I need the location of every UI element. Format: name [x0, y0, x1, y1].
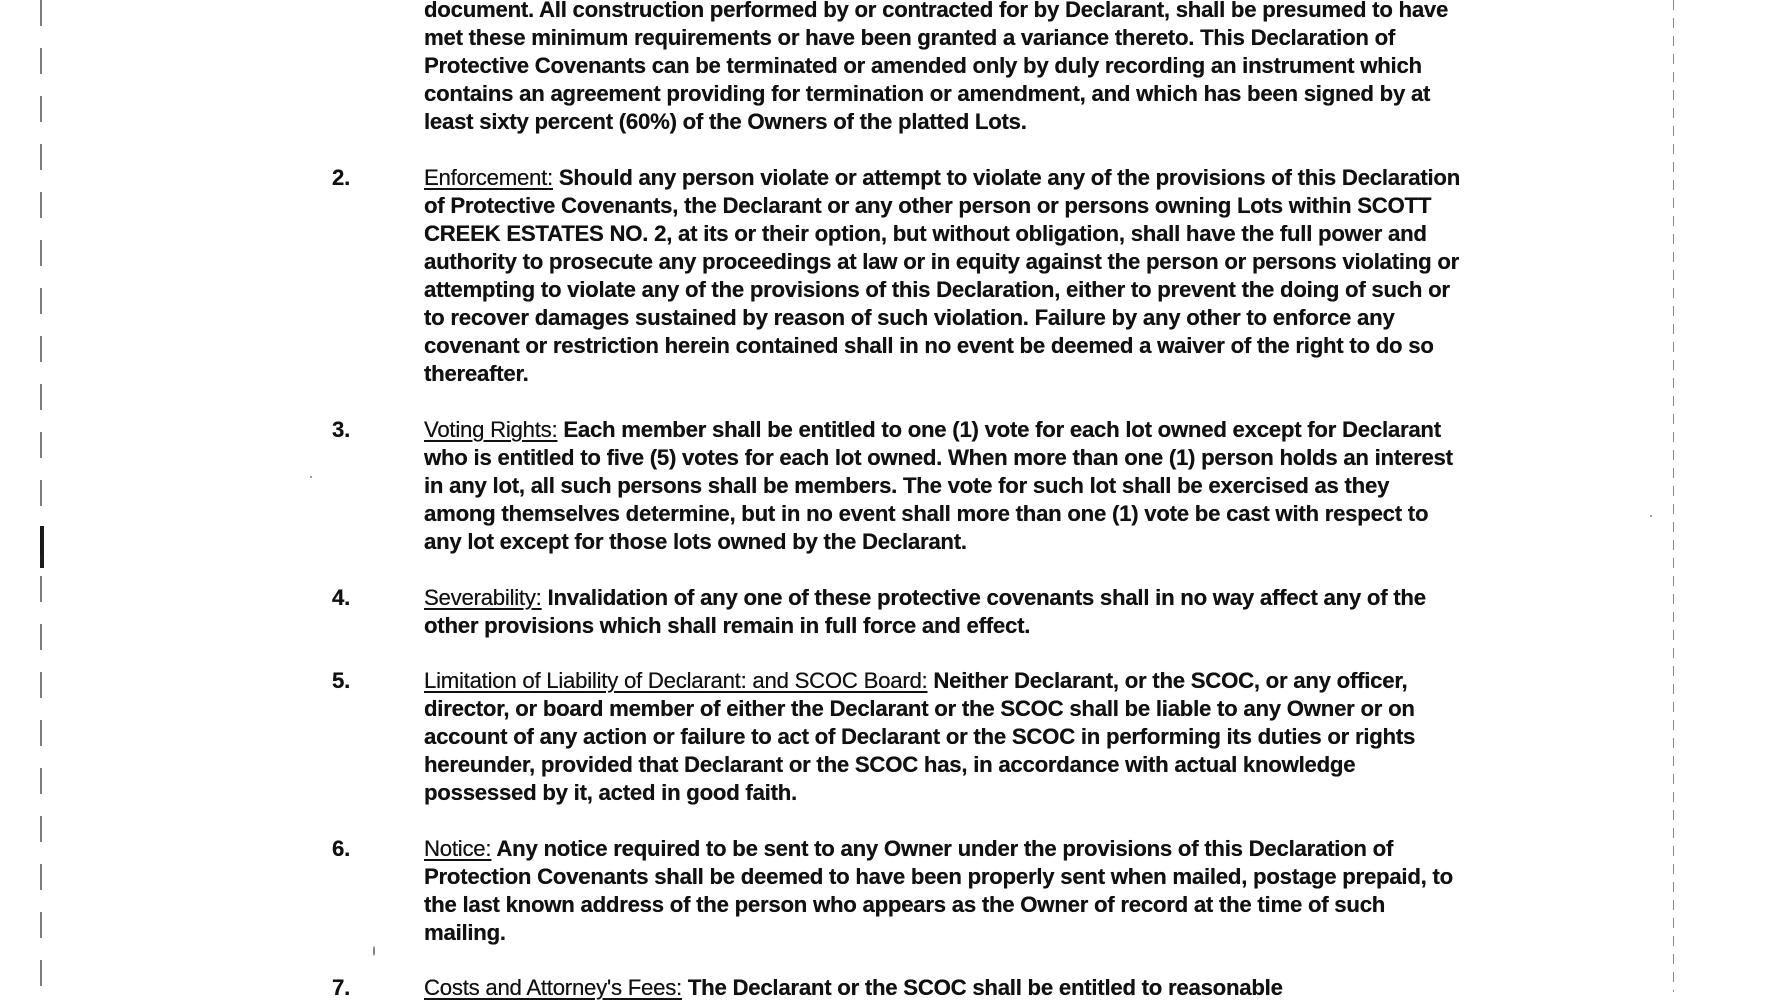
scan-speck	[1650, 515, 1652, 517]
left-scan-mark	[40, 526, 44, 568]
section-body	[424, 974, 1462, 1002]
section-voting-rights	[332, 416, 1462, 556]
scan-speck	[310, 476, 312, 478]
section-text: Neither Declarant, or the SCOC, or any officer, director, or board member of either the Declarant or the SCOC shall be liable to any Owner or on account of any action or failure to act of Declarant or the SCOC in performing its duties or rights hereunder, provided that Declarant or the SCOC has, in accordance with actual knowledge possessed by it, acted in good faith.	[424, 668, 1416, 805]
section-text: Each member shall be entitled to one (1) vote for each lot owned except for Declarant who is entitled to five (5) votes for each lot owned. When more than one (1) person holds an interest in any lot, all such persons shall be members. The vote for such lot shall be exercised as they among themselves determine, but in no event shall more than one (1) vote be cast with respect to any lot except for those lots owned by the Declarant.	[424, 417, 1453, 554]
section-heading: Severability:	[424, 585, 542, 610]
section-text: Invalidation of any one of these protective covenants shall in no way affect any of the other provisions which shall remain in full force and effect.	[424, 585, 1426, 638]
section-body	[424, 416, 1462, 556]
section-number: 7.	[332, 975, 351, 1000]
section-heading: Notice:	[424, 836, 492, 861]
left-scan-edge	[40, 0, 42, 992]
section-heading: Enforcement:	[424, 165, 553, 190]
section-number: 6.	[332, 836, 351, 861]
section-enforcement	[332, 164, 1462, 388]
right-scan-edge	[1673, 0, 1674, 992]
section-heading: Limitation of Liability of Declarant: and SCOC Board:	[424, 668, 928, 693]
section-number: 4.	[332, 585, 351, 610]
section-text: Any notice required to be sent to any Owner under the provisions of this Declaration of Protection Covenants shall be deemed to have been properly sent when mailed, postage prepaid, to the last known address of the person who appears as the Owner of record at the time of such mailing.	[424, 836, 1453, 945]
intro-paragraph: document. All construction performed by or contracted for by Declarant, shall be presumed to have met these minimum requirements or have been granted a variance thereto. This Declaration of Protective Covenants can be terminated or amended only by duly recording an instrument which contains an agreement providing for termination or amendment, and which has been signed by at least sixty percent (60%) of the Owners of the platted Lots.	[424, 0, 1449, 134]
section-heading: Costs and Attorney's Fees:	[424, 975, 682, 1000]
section-number: 2.	[332, 165, 351, 190]
section-notice	[332, 835, 1462, 947]
section-number: 5.	[332, 668, 351, 693]
scan-speck	[373, 946, 375, 956]
section-text: Should any person violate or attempt to violate any of the provisions of this Declaration of Protective Covenants, the Declarant or any other person or persons owning Lots within SCOTT CREEK ESTATES NO. 2, at its or their option, but without obligation, shall have the full power and authority to prosecute any proceedings at law or in equity against the person or persons violating or attempting to violate any of the provisions of this Declaration, either to prevent the doing of such or to recover damages sustained by reason of such violation. Failure by any other to enforce any covenant or restriction herein contained shall in no event be deemed a waiver of the right to do so thereafter.	[424, 165, 1461, 386]
section-body	[424, 667, 1462, 807]
section-body	[424, 835, 1462, 947]
section-severability	[332, 584, 1462, 640]
section-body	[424, 584, 1462, 640]
section-heading: Voting Rights:	[424, 417, 558, 442]
section-limitation-of-liability	[332, 667, 1462, 807]
section-costs-and-attorneys-fees	[332, 974, 1462, 1002]
section-number: 3.	[332, 417, 351, 442]
section-body	[424, 164, 1462, 388]
section-text: The Declarant or the SCOC shall be entitled to reasonable	[681, 975, 1283, 1000]
